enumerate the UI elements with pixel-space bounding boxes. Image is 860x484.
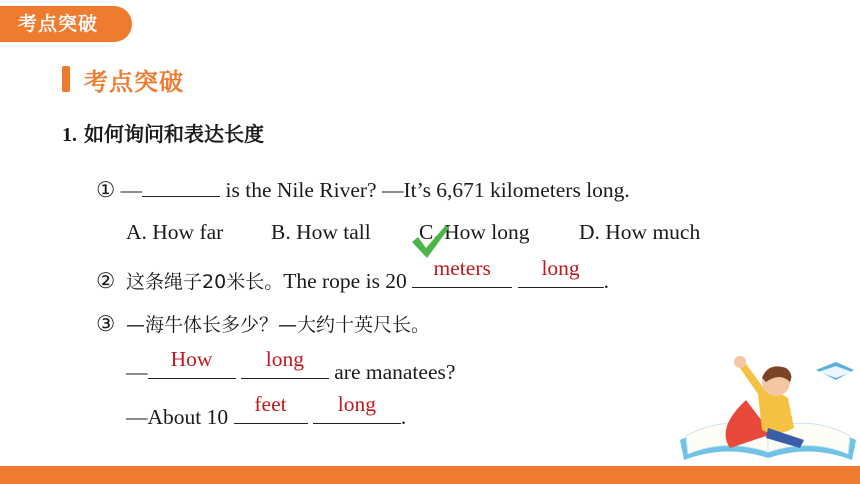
item-3-line-1	[126, 347, 456, 385]
item-3-line-1-prefix: —	[126, 360, 148, 384]
item-3-line-2-end: .	[400, 405, 407, 429]
item-3-answer-1: How	[170, 347, 213, 371]
item-1-prefix: —	[120, 178, 143, 202]
option-d: D. How much	[579, 220, 701, 244]
item-2-marker: ②	[96, 269, 116, 293]
item-2-chinese: 这条绳子20米长。	[126, 271, 284, 293]
item-3-blank-1	[148, 347, 236, 379]
item-2-blank-2	[518, 256, 604, 288]
boy-on-book-illustration	[676, 348, 860, 466]
item-3-answer-4: long	[337, 392, 376, 416]
item-2-end: .	[603, 269, 609, 293]
item-3-chinese: —海牛体长多少？—大约十英尺长。	[126, 314, 431, 336]
item-3-marker: ③	[96, 312, 116, 336]
item-3-blank-3	[234, 392, 308, 424]
option-a: A. How far	[126, 220, 224, 244]
item-1-marker: ①	[96, 178, 116, 202]
section-title: 考点突破	[84, 67, 184, 96]
item-3-line-2	[126, 392, 407, 430]
item-2-answer-2: long	[541, 256, 580, 280]
item-2-blank-1	[412, 256, 512, 288]
question-number: 1.	[62, 124, 77, 146]
section-heading	[62, 62, 184, 96]
option-b: B. How tall	[271, 220, 371, 244]
item-2-answer-1: meters	[433, 256, 491, 280]
item-2-line	[96, 256, 609, 294]
item-3-line-2-prefix: —About 10	[126, 405, 234, 429]
item-3-blank-2	[241, 347, 329, 379]
item-2-en-prefix: The rope is 20	[283, 269, 413, 293]
item-3-line	[96, 310, 430, 337]
item-3-answer-3: feet	[254, 392, 287, 416]
item-1-suffix: is the Nile River? —It’s 6,671 kilometers long.	[220, 178, 630, 202]
question-title: 如何询问和表达长度	[83, 122, 264, 146]
item-3-answer-2: long	[265, 347, 304, 371]
footer-bar	[0, 466, 860, 484]
item-3-line-1-suffix: are manatees?	[328, 360, 456, 384]
item-1-blank	[142, 174, 220, 197]
header-tab: 考点突破	[0, 6, 132, 42]
question-heading	[62, 118, 264, 147]
item-3-blank-4	[313, 392, 401, 424]
section-bar-icon	[62, 66, 70, 92]
option-c: C. How long	[419, 220, 530, 244]
item-1-line	[96, 174, 630, 203]
check-mark-icon	[410, 222, 450, 260]
